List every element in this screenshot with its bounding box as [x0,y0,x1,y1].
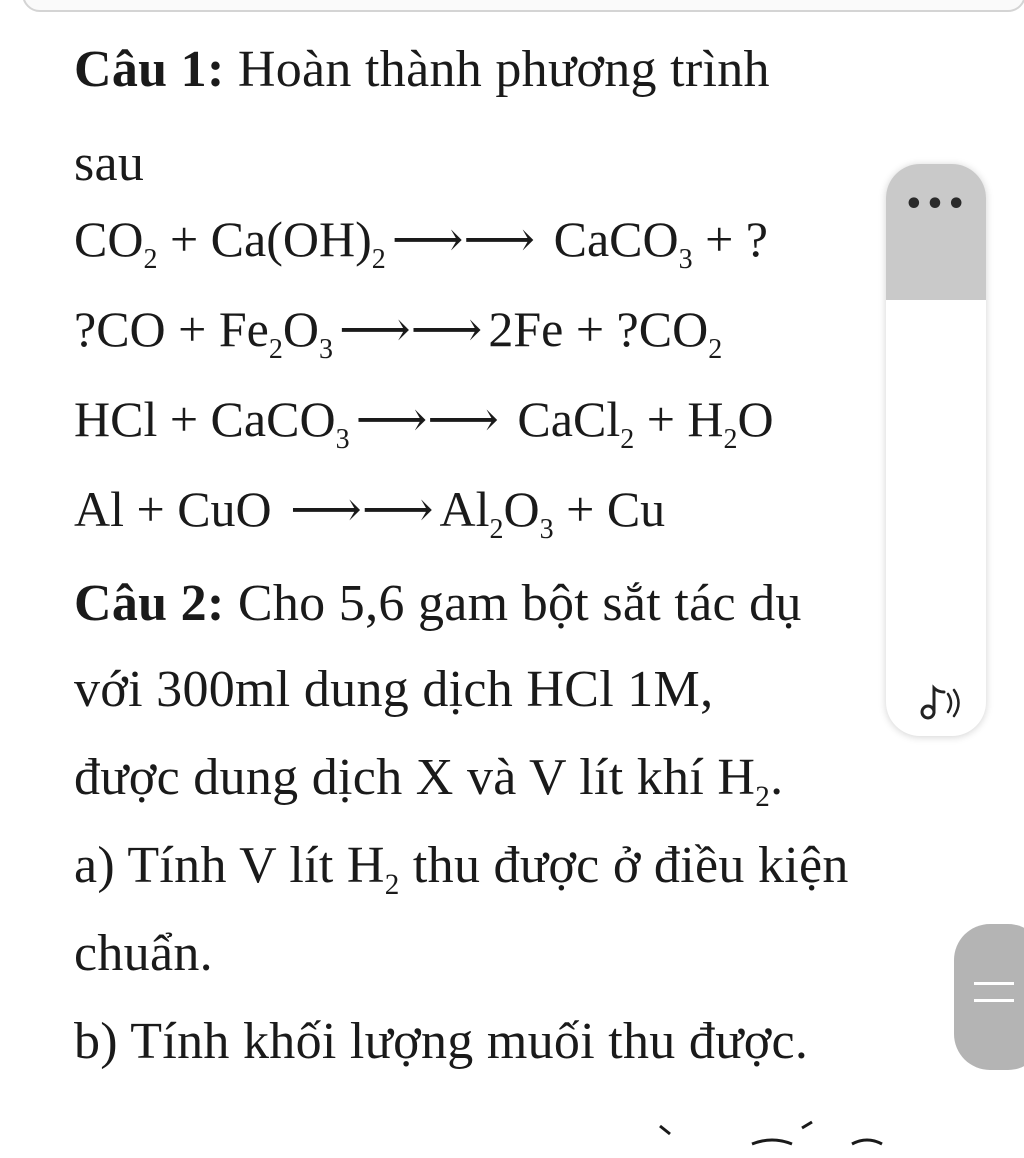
equation-2: ?CO + $Fe_2O_3$ ⟶⟶ $2Fe + ?CO_2$ [74,301,723,365]
q2-line-1: Câu 2: Cho 5,6 gam bột sắt tác dụ [74,575,802,632]
drag-handle[interactable] [954,924,1024,1070]
q2-part-a: a) Tính V lít $H_2$ thu được ở điều kiện [74,837,849,902]
floating-side-panel [886,164,986,736]
reaction-arrow: ⟶⟶ [355,391,499,447]
q1-text: Hoàn thành phương trình [224,41,770,98]
drag-lines-icon [974,982,1014,1002]
reaction-arrow: ⟶⟶ [290,481,434,537]
reaction-arrow: ⟶⟶ [391,211,536,267]
equation-3: HCl + CaCO$_3$ ⟶⟶ CaCl$_2$ + $H_2O$ [74,391,774,455]
q2-line-3: được dung dịch X và V lít khí $H_2$. [74,749,784,814]
audio-speak-icon[interactable] [908,678,968,728]
more-icon: ••• [904,187,968,222]
cut-off-text-fragment [652,1118,892,1158]
q2-part-b: b) Tính khối lượng muối thu được. [74,1013,809,1070]
q1-text-continued: sau [74,135,145,192]
q2-part-a-continued: chuẩn. [74,925,213,982]
top-card-edge [22,0,1024,12]
more-options-button[interactable] [886,164,986,300]
q2-line-2: với 300ml dung dịch HCl 1M, [74,661,714,718]
equation-1: $CO_2 + Ca(OH)_2$ ⟶⟶ CaCO$_3$ + ? [74,211,768,275]
q1-label: Câu 1: [74,41,225,98]
q1-heading [74,41,770,98]
q2-label: Câu 2: [74,575,225,632]
reaction-arrow: ⟶⟶ [338,301,483,357]
equation-4: Al + CuO ⟶⟶ $Al_2O_3 + Cu$ [74,481,666,545]
